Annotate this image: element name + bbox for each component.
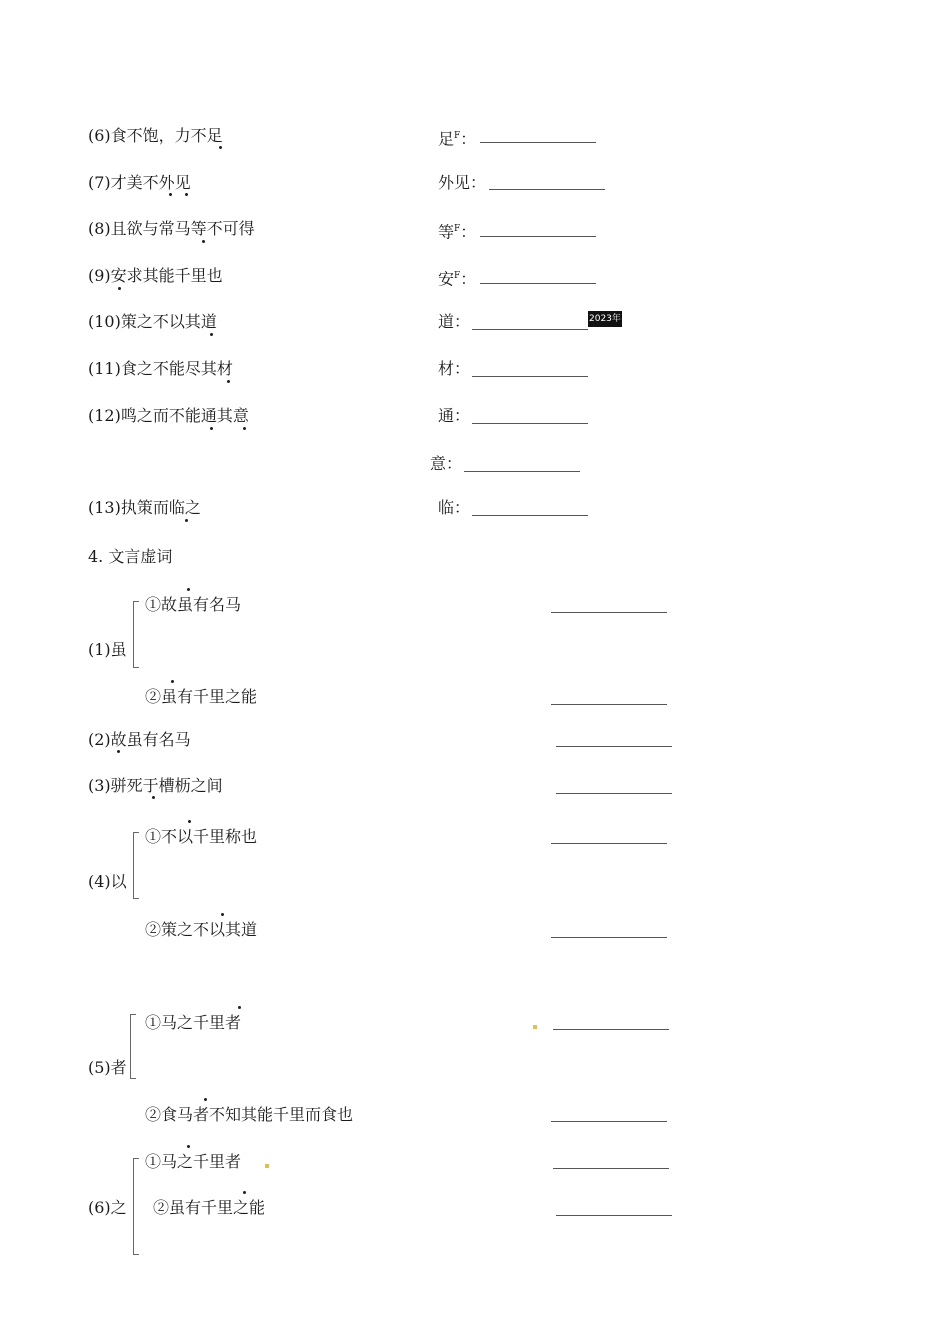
group-item: ①马之千里者 (145, 1013, 242, 1032)
brace (133, 1158, 134, 1254)
vocab-phrase: (9)安求其能千里也 (88, 266, 223, 285)
watermark-tag: 2023年 (588, 311, 622, 327)
emphasis-dot (118, 287, 121, 290)
brace (133, 832, 134, 898)
brace-tick (133, 667, 139, 668)
emphasis-dot (243, 1191, 246, 1194)
answer-blank[interactable] (480, 142, 596, 143)
brace-tick (133, 1158, 139, 1159)
answer-blank[interactable] (551, 937, 667, 938)
emphasis-dot (227, 380, 230, 383)
vocab-phrase: (13)执策而临之 (88, 498, 201, 517)
vocab-term: 外见： (438, 173, 487, 192)
emphasis-dot (185, 519, 188, 522)
emphasis-dot (185, 193, 188, 196)
brace-tick (133, 1254, 139, 1255)
vocab-term: 临： (438, 498, 471, 517)
vocab-phrase: (8)且欲与常马等不可得 (88, 219, 255, 238)
answer-blank[interactable] (472, 376, 588, 377)
emphasis-dot (152, 796, 155, 799)
emphasis-dot (202, 240, 205, 243)
answer-blank[interactable] (556, 793, 672, 794)
vocab-term: 意： (430, 454, 463, 473)
answer-blank[interactable] (472, 329, 588, 330)
answer-blank[interactable] (553, 1168, 669, 1169)
group-item: ①故虽有名马 (145, 595, 242, 614)
brace-tick (130, 1014, 136, 1015)
group-label: (6)之 (88, 1198, 127, 1217)
vocab-term: 等$^F$： (438, 222, 477, 242)
emphasis-dot (187, 1145, 190, 1148)
emphasis-dot (187, 588, 190, 591)
brace (133, 601, 134, 667)
group-item: ②虽有千里之能 (145, 687, 258, 706)
answer-blank[interactable] (480, 236, 596, 237)
group-label: (4)以 (88, 872, 127, 891)
vocab-term: 道： (438, 312, 471, 331)
section-heading: 4. 文言虚词 (88, 547, 173, 566)
answer-blank[interactable] (464, 471, 580, 472)
emphasis-dot (171, 680, 174, 683)
answer-blank[interactable] (556, 746, 672, 747)
speck-mark (265, 1164, 269, 1168)
answer-blank[interactable] (556, 1215, 672, 1216)
group-label: (1)虽 (88, 640, 127, 659)
answer-blank[interactable] (551, 843, 667, 844)
emphasis-dot (204, 1098, 207, 1101)
answer-blank[interactable] (553, 1029, 669, 1030)
vocab-phrase: (10)策之不以其道 (88, 312, 217, 331)
emphasis-dot (221, 913, 224, 916)
standalone-item: (2)故虽有名马 (88, 730, 191, 749)
answer-blank[interactable] (489, 189, 605, 190)
answer-blank[interactable] (551, 612, 667, 613)
group-item: ①不以千里称也 (145, 827, 258, 846)
vocab-phrase: (6)食不饱，力不足 (88, 126, 223, 145)
emphasis-dot (117, 750, 120, 753)
emphasis-dot (188, 820, 191, 823)
answer-blank[interactable] (472, 423, 588, 424)
answer-blank[interactable] (472, 515, 588, 516)
brace-tick (130, 1078, 136, 1079)
group-item: ②食马者不知其能千里而食也 (145, 1105, 354, 1124)
brace-tick (133, 898, 139, 899)
emphasis-dot (210, 427, 213, 430)
emphasis-dot (243, 427, 246, 430)
answer-blank[interactable] (551, 704, 667, 705)
brace (130, 1014, 131, 1078)
vocab-phrase: (7)才美不外见 (88, 173, 191, 192)
answer-blank[interactable] (480, 283, 596, 284)
standalone-item: (3)骈死于槽枥之间 (88, 776, 223, 795)
group-item: ②虽有千里之能 (153, 1198, 266, 1217)
vocab-term: 安$^F$： (438, 269, 477, 289)
brace-tick (133, 832, 139, 833)
vocab-phrase: (12)鸣之而不能通其意 (88, 406, 249, 425)
emphasis-dot (169, 193, 172, 196)
emphasis-dot (210, 333, 213, 336)
vocab-phrase: (11)食之不能尽其材 (88, 359, 233, 378)
speck-mark (533, 1025, 537, 1029)
group-item: ②策之不以其道 (145, 920, 258, 939)
vocab-term: 材： (438, 359, 471, 378)
answer-blank[interactable] (551, 1121, 667, 1122)
group-item: ①马之千里者 (145, 1152, 242, 1171)
emphasis-dot (219, 146, 222, 149)
emphasis-dot (238, 1006, 241, 1009)
vocab-term: 通： (438, 406, 471, 425)
vocab-term: 足$^F$： (438, 129, 477, 149)
brace-tick (133, 601, 139, 602)
group-label: (5)者 (88, 1058, 127, 1077)
